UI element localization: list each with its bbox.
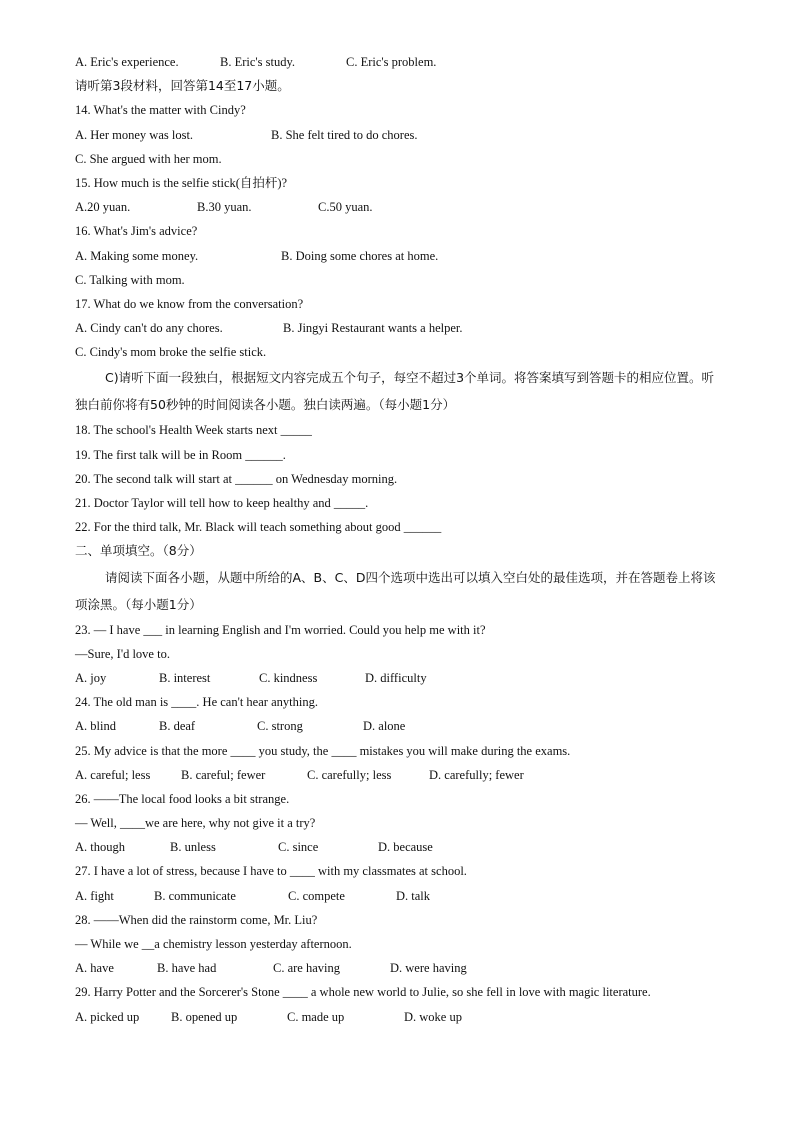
- text-line: 26. ——The local food looks a bit strange.: [75, 791, 290, 806]
- answer-options: [75, 50, 725, 74]
- answer-option: B. communicate: [154, 888, 236, 903]
- answer-option: A. Her money was lost.: [75, 127, 194, 142]
- answer-option: A. careful; less: [75, 767, 151, 782]
- answer-option: A. Cindy can't do any chores.: [75, 321, 223, 336]
- text-line: 27. I have a lot of stress, because I have to ____ with my classmates at school.: [75, 864, 467, 879]
- answer-options: [75, 835, 725, 859]
- instruction-paragraph: 请阅读下面各小题，从题中所给的A、B、C、D四个选项中选出可以填入空白处的最佳选项，并在答题卷上将该项涂黑。（每小题1分）: [75, 569, 716, 612]
- answer-option: C. compete: [288, 888, 345, 903]
- answer-options: [75, 316, 725, 340]
- answer-option: B. Jingyi Restaurant wants a helper.: [283, 321, 463, 336]
- text-line: C. She argued with her mom.: [75, 151, 222, 166]
- answer-option: A. joy: [75, 670, 107, 685]
- instruction-paragraph: C)请听下面一段独白，根据短文内容完成五个句子，每空不超过3个单词。将答案填写到答题卡的相应位置。听独白前你将有50秒钟的时间阅读各小题。独白读两遍。（每小题1分）: [75, 370, 715, 413]
- answer-option: C. are having: [273, 961, 340, 976]
- answer-option: B. She felt tired to do chores.: [271, 127, 418, 142]
- text-line: 二、单项填空。（8分）: [75, 543, 202, 559]
- answer-options: [75, 1005, 725, 1029]
- answer-option: B. have had: [157, 961, 217, 976]
- answer-option: C.50 yuan.: [318, 200, 373, 215]
- text-line: — While we __a chemistry lesson yesterday afternoon.: [75, 937, 352, 951]
- text-line: 14. What's the matter with Cindy?: [75, 103, 246, 118]
- answer-option: C. Eric's problem.: [346, 55, 437, 69]
- answer-option: C. made up: [287, 1009, 345, 1024]
- answer-option: D. woke up: [404, 1009, 462, 1024]
- answer-option: D. carefully; fewer: [429, 767, 524, 782]
- answer-options: [75, 714, 725, 738]
- text-line: —Sure, I'd love to.: [75, 646, 170, 661]
- answer-option: D. because: [378, 840, 433, 855]
- text-line: 20. The second talk will start at ______ on Wednesday morning.: [75, 471, 398, 486]
- text-line: 28. ——When did the rainstorm come, Mr. Liu?: [75, 912, 318, 927]
- text-line: 22. For the third talk, Mr. Black will teach something about good ______: [75, 520, 442, 535]
- answer-option: A. have: [75, 961, 114, 976]
- answer-option: D. difficulty: [365, 670, 427, 685]
- answer-option: C. since: [278, 840, 319, 855]
- answer-option: D. were having: [390, 961, 467, 976]
- text-line: 19. The first talk will be in Room ______.: [75, 447, 286, 462]
- answer-option: C. carefully; less: [307, 767, 392, 782]
- text-line: 17. What do we know from the conversation?: [75, 296, 304, 311]
- answer-option: C. kindness: [259, 670, 318, 685]
- text-line: C. Talking with mom.: [75, 272, 185, 287]
- answer-option: A. fight: [75, 888, 114, 903]
- answer-options: [75, 763, 725, 787]
- answer-option: D. alone: [363, 719, 406, 734]
- answer-options: [75, 123, 725, 147]
- answer-options: [75, 195, 725, 219]
- answer-option: A. blind: [75, 719, 116, 734]
- text-line: 15. How much is the selfie stick(自拍杆)?: [75, 175, 288, 190]
- text-line: 23. — I have ___ in learning English and I'm worried. Could you help me with it?: [75, 622, 486, 637]
- answer-option: B. interest: [159, 670, 211, 685]
- answer-option: A.20 yuan.: [75, 200, 131, 215]
- answer-option: B. careful; fewer: [181, 767, 266, 782]
- answer-option: B.30 yuan.: [197, 200, 252, 215]
- answer-options: [75, 666, 725, 690]
- text-line: 24. The old man is ____. He can't hear anything.: [75, 695, 318, 710]
- text-line: 18. The school's Health Week starts next _____: [75, 423, 312, 438]
- text-line: — Well, ____we are here, why not give it a try?: [75, 816, 316, 831]
- answer-options: [75, 956, 725, 980]
- text-line: 16. What's Jim's advice?: [75, 224, 198, 239]
- answer-option: A. Eric's experience.: [75, 55, 179, 69]
- answer-option: B. deaf: [159, 719, 196, 734]
- answer-option: A. picked up: [75, 1009, 140, 1024]
- answer-options: [75, 244, 725, 268]
- answer-option: B. Doing some chores at home.: [281, 248, 439, 263]
- answer-option: B. opened up: [171, 1009, 238, 1024]
- answer-option: B. unless: [170, 840, 216, 855]
- answer-option: B. Eric's study.: [220, 55, 296, 69]
- text-line: 21. Doctor Taylor will tell how to keep healthy and _____.: [75, 496, 369, 510]
- answer-options: [75, 884, 725, 908]
- answer-option: D. talk: [396, 888, 431, 903]
- text-line: C. Cindy's mom broke the selfie stick.: [75, 345, 267, 360]
- text-line: 请听第3段材料，回答第14至17小题。: [75, 78, 290, 94]
- answer-option: A. Making some money.: [75, 248, 199, 263]
- text-line: 25. My advice is that the more ____ you study, the ____ mistakes you will make during the exams.: [75, 743, 571, 758]
- exam-page: [75, 50, 725, 1029]
- answer-option: C. strong: [257, 719, 303, 734]
- answer-option: A. though: [75, 840, 125, 855]
- text-line: 29. Harry Potter and the Sorcerer's Stone ____ a whole new world to Julie, so she fell in love with magic literature.: [75, 985, 651, 1000]
